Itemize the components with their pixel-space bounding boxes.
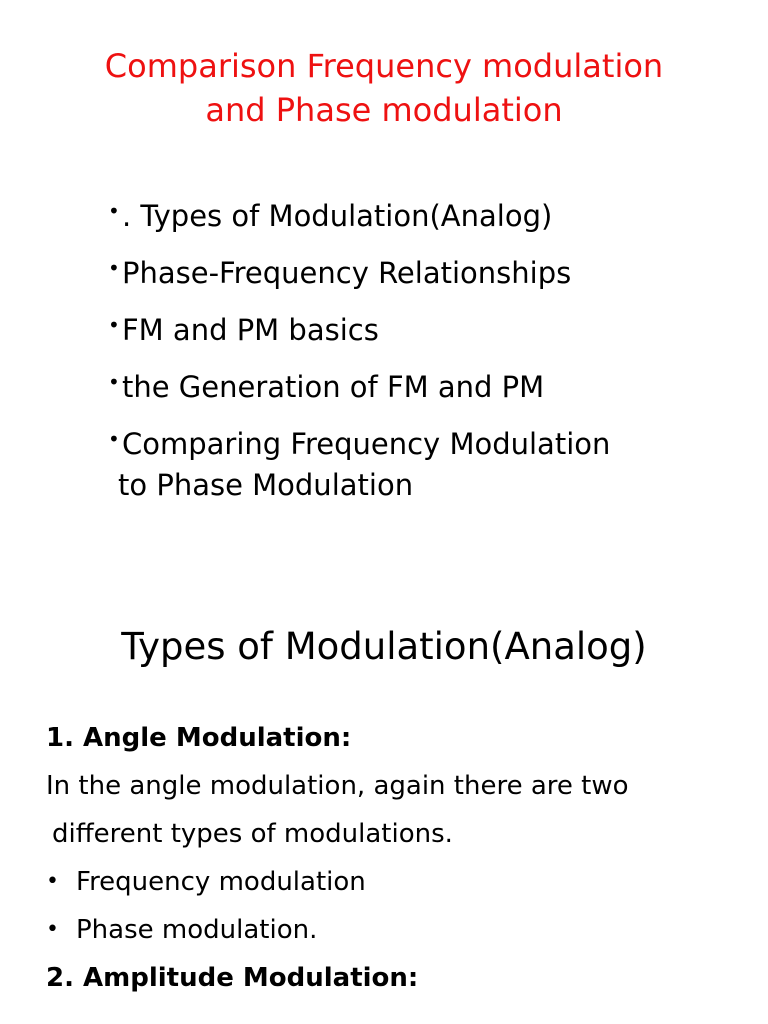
bullet-icon: • — [46, 869, 59, 894]
bullet-icon: • — [108, 427, 120, 451]
list-item-text: Phase-Frequency Relationships — [122, 256, 572, 290]
list-item — [108, 361, 728, 408]
topic-bullet-list — [108, 190, 728, 515]
bullet-icon: • — [46, 917, 59, 942]
paragraph-line-1: In the angle modulation, again there are two — [46, 771, 629, 801]
bullet-icon: • — [108, 199, 120, 223]
paragraph-line-2: different types of modulations. — [52, 819, 453, 849]
angle-modulation-heading: 1. Angle Modulation: — [46, 723, 352, 753]
list-item-text: the Generation of FM and PM — [122, 370, 545, 404]
slide-2-content — [46, 714, 746, 1002]
list-item-text: FM and PM basics — [122, 313, 379, 347]
title-line-2: and Phase modulation — [205, 91, 563, 129]
list-item — [108, 247, 728, 294]
list-item-continuation: to Phase Modulation — [118, 468, 414, 502]
list-item — [46, 858, 746, 906]
bullet-icon: • — [108, 256, 120, 280]
list-item — [108, 304, 728, 351]
list-item-text: Phase modulation. — [76, 915, 318, 945]
bullet-icon: • — [108, 313, 120, 337]
list-item-text: Frequency modulation — [76, 867, 366, 897]
list-item — [46, 906, 746, 954]
slide-2 — [0, 560, 768, 1024]
list-item-text: Comparing Frequency Modulation — [122, 427, 611, 461]
list-item-text: . Types of Modulation(Analog) — [122, 199, 553, 233]
bullet-icon: • — [108, 370, 120, 394]
list-item — [108, 418, 728, 505]
amplitude-modulation-heading: 2. Amplitude Modulation: — [46, 963, 419, 993]
title-line-1: Comparison Frequency modulation — [104, 47, 664, 85]
slide-1-title — [0, 44, 768, 132]
list-item — [108, 190, 728, 237]
slide-2-title: Types of Modulation(Analog) — [121, 625, 647, 668]
